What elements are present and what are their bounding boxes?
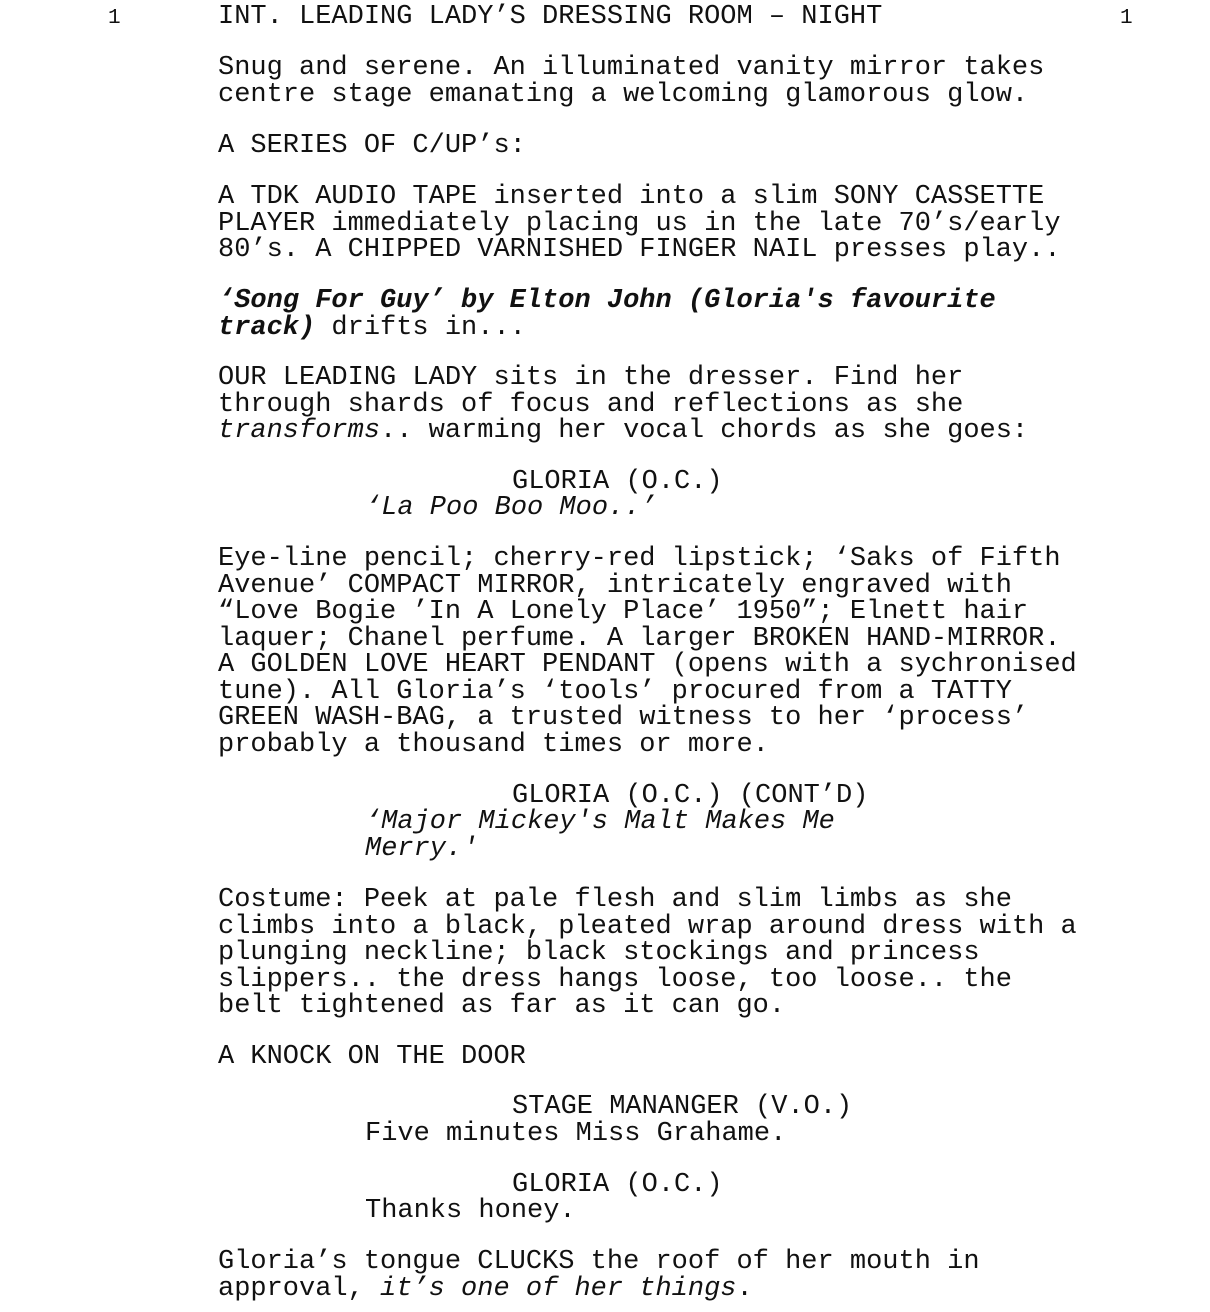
action-paragraph xyxy=(218,184,1061,264)
action-paragraph xyxy=(218,546,1077,758)
action-line: “Love Bogie ’In A Lonely Place’ 1950”; Elnett hair xyxy=(218,597,1029,627)
scene-heading: INT. LEADING LADY’S DRESSING ROOM – NIGHT xyxy=(218,2,883,32)
action-line: probably a thousand times or more. xyxy=(218,729,769,760)
song-title-end: track) xyxy=(218,312,316,343)
action-line: Eye-line pencil; cherry-red lipstick; ‘Saks of Fifth xyxy=(218,544,1061,574)
action-line: plunging neckline; black stockings and princess xyxy=(218,938,980,968)
song-title: ‘Song For Guy’ by Elton John (Gloria's favourite xyxy=(218,286,996,316)
action-paragraph: A SERIES OF C/UP’s: xyxy=(218,131,526,161)
action-line: approval, xyxy=(218,1273,381,1304)
action-line: drifts in... xyxy=(315,312,526,343)
dialogue-block xyxy=(365,809,835,862)
action-line: PLAYER immediately placing us in the late 70’s/early xyxy=(218,208,1061,239)
action-line: through shards of focus and reflections as she xyxy=(218,389,964,420)
action-line: Avenue’ COMPACT MIRROR, intricately engraved with xyxy=(218,570,1012,601)
dialogue-line: ‘Major Mickey's Malt Makes Me xyxy=(365,807,835,837)
action-line: slippers.. the dress hangs loose, too loose.. the xyxy=(218,964,1012,995)
action-line: belt tightened as far as it can go. xyxy=(218,991,786,1021)
action-line: Snug and serene. An illuminated vanity mirror takes xyxy=(218,53,1045,83)
character-name: GLORIA (O.C.) xyxy=(512,467,723,497)
action-italic: transforms xyxy=(218,416,381,446)
dialogue-line: ‘La Poo Boo Moo..’ xyxy=(365,493,657,523)
action-line: tune). All Gloria’s ‘tools’ procured from a TATTY xyxy=(218,676,1012,707)
song-cue xyxy=(218,288,996,341)
scene-number-right: 1 xyxy=(1120,7,1133,30)
action-line: laquer; Chanel perfume. A larger BROKEN HAND-MIRROR. xyxy=(218,623,1061,654)
action-line: Costume: Peek at pale flesh and slim limbs as she xyxy=(218,885,1012,915)
action-paragraph xyxy=(218,55,1044,108)
action-line: A GOLDEN LOVE HEART PENDANT (opens with a sychronised xyxy=(218,650,1077,680)
action-paragraph xyxy=(218,887,1077,1020)
character-name: GLORIA (O.C.) (CONT’D) xyxy=(512,781,869,811)
action-line: GREEN WASH-BAG, a trusted witness to her ‘process’ xyxy=(218,703,1029,733)
action-line: centre stage emanating a welcoming glamorous glow. xyxy=(218,79,1029,110)
action-paragraph: A KNOCK ON THE DOOR xyxy=(218,1042,526,1072)
action-line: Gloria’s tongue CLUCKS the roof of her mouth in xyxy=(218,1247,980,1277)
dialogue-line: Merry.' xyxy=(365,833,479,864)
action-line: . xyxy=(736,1273,753,1304)
action-line: OUR LEADING LADY sits in the dresser. Find her xyxy=(218,363,964,393)
character-name: GLORIA (O.C.) xyxy=(512,1170,723,1200)
character-name: STAGE MANANGER (V.O.) xyxy=(512,1092,853,1122)
action-paragraph xyxy=(218,365,1028,445)
dialogue-line: Thanks honey. xyxy=(365,1196,576,1226)
action-line: 80’s. A CHIPPED VARNISHED FINGER NAIL presses play.. xyxy=(218,235,1061,265)
action-line: climbs into a black, pleated wrap around dress with a xyxy=(218,911,1077,942)
action-line: A TDK AUDIO TAPE inserted into a slim SONY CASSETTE xyxy=(218,182,1045,212)
dialogue-line: Five minutes Miss Grahame. xyxy=(365,1119,787,1149)
action-paragraph xyxy=(218,1249,980,1302)
action-italic: it’s one of her things xyxy=(380,1273,737,1304)
scene-number-left: 1 xyxy=(108,7,121,30)
action-line: .. warming her vocal chords as she goes: xyxy=(380,416,1029,446)
